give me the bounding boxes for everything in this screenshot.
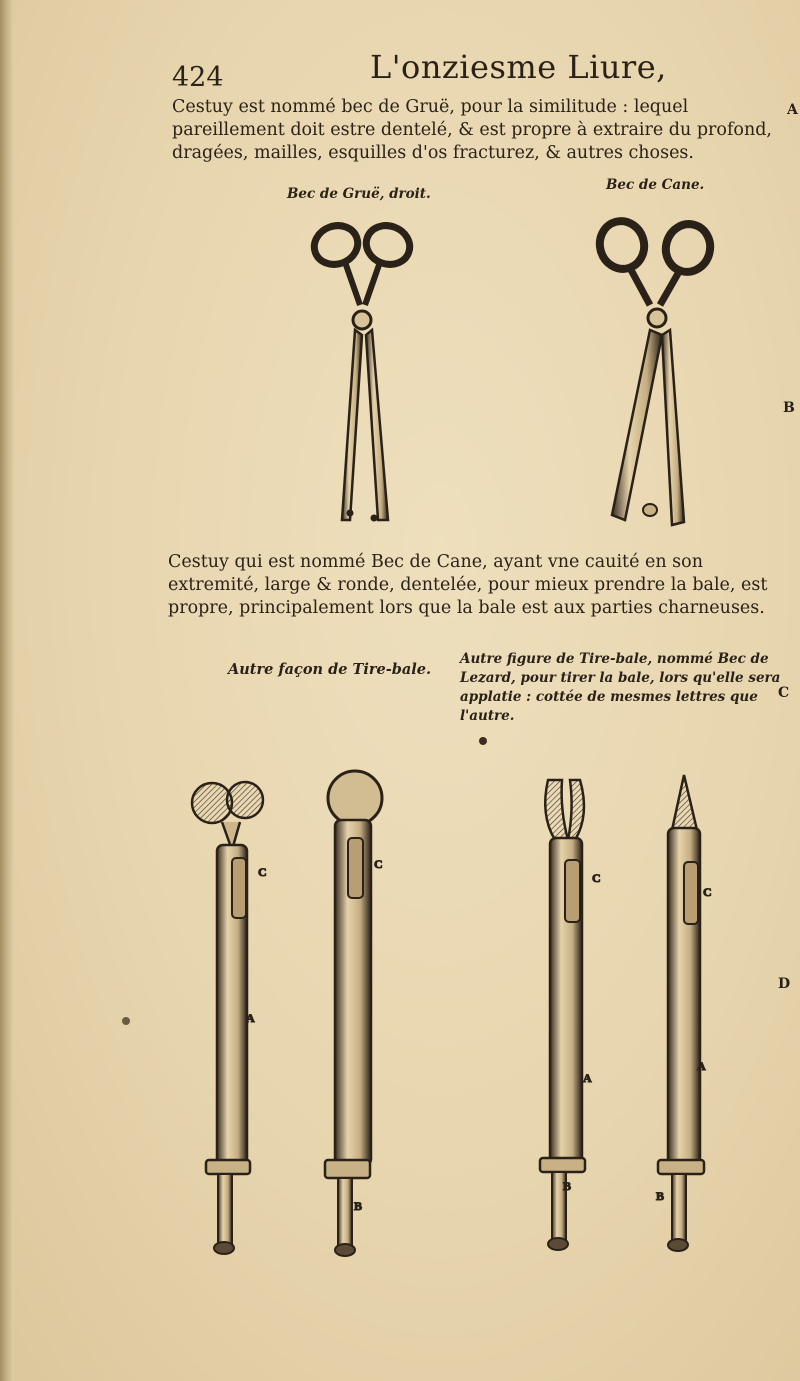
bec-de-lezard-open-figure xyxy=(540,780,601,1250)
label-c-2: C xyxy=(374,857,383,871)
bec-de-grue-figure xyxy=(309,220,415,521)
paragraph-bec-de-grue: Cestuy est nommé bec de Gruë, pour la similitude : lequel pareillement doit estre dentelé, & est propre à extraire du profond, dragées, mailles, esquilles d'os fracturez, & autres choses. xyxy=(172,97,772,163)
tire-bale-closed-figure xyxy=(325,771,383,1256)
caption-bec-de-lezard: Autre figure de Tire-bale, nommé Bec de Lezard, pour tirer la bale, lors qu'elle sera applatie : cottée de mesmes lettres que l'autre. xyxy=(460,651,781,724)
page-number: 424 xyxy=(172,62,224,93)
paragraph-bec-de-cane: Cestuy qui est nommé Bec de Cane, ayant vne cauité en son extremité, large & ronde, dentelée, pour mieux prendre la bale, est propre, principalement lors que la bale est aux parties charneuses. xyxy=(168,552,768,618)
label-c-3: C xyxy=(592,871,601,885)
label-c-1: C xyxy=(258,865,267,879)
margin-letter-d: D xyxy=(778,976,791,992)
label-c-4: C xyxy=(703,885,712,899)
caption-bec-de-cane: Bec de Cane. xyxy=(606,177,705,193)
label-a-4: A xyxy=(697,1059,706,1073)
bec-de-cane-figure xyxy=(595,216,716,525)
ink-speck xyxy=(122,1017,130,1025)
label-b-3: B xyxy=(563,1179,572,1193)
caption-tire-bale: Autre façon de Tire-bale. xyxy=(228,661,432,678)
label-a-1: A xyxy=(246,1011,255,1025)
margin-letter-b: B xyxy=(783,400,795,416)
label-b-4: B xyxy=(656,1189,665,1203)
running-head: L'onziesme Liure, xyxy=(370,48,667,86)
label-a-3: A xyxy=(583,1071,592,1085)
caption-bec-de-grue: Bec de Gruë, droit. xyxy=(287,186,431,202)
margin-letter-a: A xyxy=(787,102,798,118)
ink-speck xyxy=(479,737,487,745)
tire-bale-open-figure xyxy=(192,782,267,1254)
margin-letter-c: C xyxy=(778,685,790,701)
bec-de-lezard-closed-figure xyxy=(656,775,712,1251)
label-b-2: B xyxy=(354,1199,363,1213)
